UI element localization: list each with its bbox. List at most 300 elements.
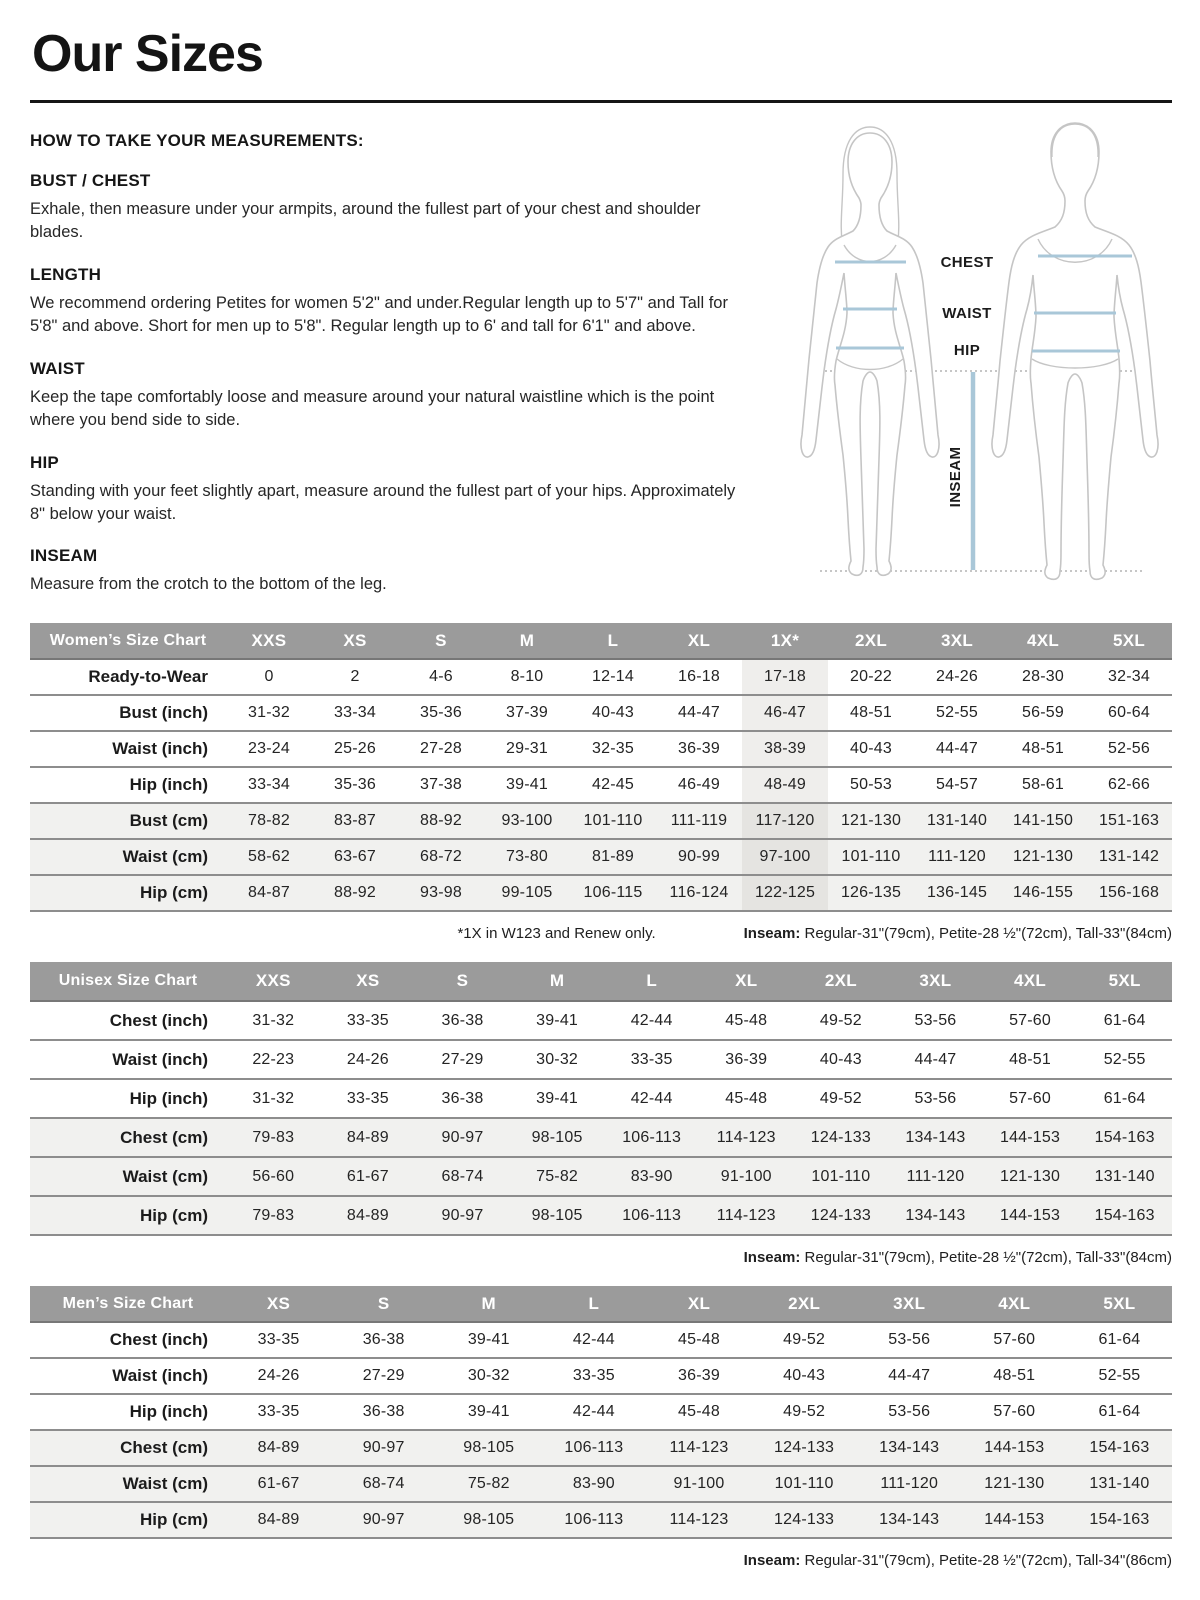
table-row	[30, 1466, 1172, 1502]
row-label: Waist (cm)	[122, 847, 208, 866]
size-cell: 90-97	[362, 1511, 405, 1528]
footnote-inseam-label: Inseam:	[743, 1249, 801, 1266]
row-label: Hip (cm)	[140, 883, 208, 902]
table-row	[30, 1079, 1172, 1118]
size-cell: 48-51	[1009, 1050, 1051, 1068]
size-cell: 84-89	[346, 1128, 389, 1146]
row-label: Waist (inch)	[112, 1049, 208, 1069]
table-footnotes	[30, 925, 1172, 942]
title-divider	[30, 100, 1172, 103]
row-label: Waist (inch)	[112, 1366, 208, 1385]
column-header: 2XL	[752, 1286, 857, 1322]
row-label: Waist (cm)	[122, 1474, 208, 1493]
size-cell: 101-110	[811, 1167, 871, 1185]
size-cell: 33-35	[630, 1050, 673, 1068]
size-cell: 36-39	[678, 1367, 720, 1384]
size-cell: 90-99	[678, 848, 720, 865]
row-label: Ready-to-Wear	[88, 667, 208, 686]
measurement-instructions	[30, 127, 754, 597]
size-cell: 131-140	[1094, 1167, 1155, 1185]
waist-label: WAIST	[942, 305, 992, 322]
footnote-asterisk: *1X in W123 and Renew only.	[457, 925, 656, 942]
size-cell: 101-110	[583, 812, 643, 829]
size-cell: 58-61	[1022, 776, 1064, 793]
size-cell: 61-67	[257, 1475, 300, 1492]
size-cell: 49-52	[819, 1089, 862, 1107]
size-cell: 2	[350, 668, 360, 685]
column-header: M	[436, 1286, 541, 1322]
size-cell: 33-35	[572, 1367, 615, 1384]
table-row	[30, 731, 1172, 767]
size-cell: 154-163	[1089, 1511, 1150, 1528]
size-cell: 124-133	[774, 1511, 835, 1528]
size-cell: 57-60	[1009, 1011, 1051, 1029]
size-cell: 35-36	[334, 776, 376, 793]
size-cell: 60-64	[1108, 704, 1150, 721]
column-header: 4XL	[1000, 623, 1086, 659]
size-cell: 57-60	[993, 1331, 1036, 1348]
size-cell: 75-82	[536, 1167, 579, 1185]
table-footnotes	[30, 1552, 1172, 1569]
size-cell: 23-24	[248, 740, 290, 757]
size-cell: 45-48	[725, 1011, 768, 1029]
size-cell: 42-44	[572, 1331, 615, 1348]
row-label: Bust (inch)	[119, 703, 208, 722]
men-size-chart	[30, 1286, 1172, 1569]
size-cell: 144-153	[999, 1206, 1061, 1224]
size-cell: 126-135	[840, 884, 902, 901]
row-label: Chest (cm)	[120, 1127, 208, 1147]
size-cell: 81-89	[592, 848, 634, 865]
unisex-size-chart	[30, 962, 1172, 1266]
size-cell: 56-60	[252, 1167, 295, 1185]
size-cell: 114-123	[716, 1206, 776, 1224]
table-row	[30, 1322, 1172, 1358]
size-cell: 40-43	[819, 1050, 862, 1068]
size-cell: 146-155	[1012, 884, 1074, 901]
female-figure-outline	[801, 127, 939, 575]
size-cell: 0	[264, 668, 274, 685]
column-header: M	[484, 623, 570, 659]
instruction-title: INSEAM	[30, 546, 98, 566]
size-cell: 39-41	[536, 1011, 579, 1029]
size-cell: 144-153	[999, 1128, 1061, 1146]
size-cell: 36-38	[441, 1011, 484, 1029]
size-cell: 30-32	[467, 1367, 510, 1384]
size-cell: 25-26	[334, 740, 376, 757]
size-cell: 52-55	[1103, 1050, 1146, 1068]
inseam-label: INSEAM	[947, 446, 964, 508]
size-charts	[30, 623, 1172, 1569]
column-header: 4XL	[983, 962, 1078, 1001]
size-cell: 154-163	[1094, 1128, 1155, 1146]
size-cell: 84-89	[257, 1439, 300, 1456]
header-row	[30, 1286, 1172, 1322]
table-row	[30, 839, 1172, 875]
size-cell: 106-113	[564, 1439, 624, 1456]
size-cell: 90-97	[441, 1206, 484, 1224]
instruction-section	[30, 171, 754, 245]
size-cell: 121-130	[984, 1475, 1045, 1492]
women-table	[30, 623, 1172, 912]
row-label: Hip (inch)	[129, 1402, 208, 1421]
size-cell: 32-34	[1108, 668, 1150, 685]
column-header: L	[541, 1286, 646, 1322]
footnote-inseam: Inseam: Regular-31"(79cm), Petite-28 ½"(72cm), Tall-34"(86cm)	[743, 1552, 1172, 1569]
column-header: 2XL	[794, 962, 889, 1001]
size-cell: 4-6	[429, 668, 453, 685]
size-cell: 44-47	[936, 740, 978, 757]
size-cell: 63-67	[334, 848, 376, 865]
size-cell: 12-14	[592, 668, 634, 685]
size-cell: 31-32	[252, 1089, 295, 1107]
size-cell: 106-113	[564, 1511, 624, 1528]
size-cell: 57-60	[1009, 1089, 1051, 1107]
footnote-inseam: Inseam: Regular-31"(79cm), Petite-28 ½"(72cm), Tall-33"(84cm)	[743, 925, 1172, 942]
size-cell: 44-47	[678, 704, 720, 721]
size-cell: 111-119	[670, 812, 728, 829]
size-cell: 53-56	[888, 1403, 931, 1420]
instruction-section	[30, 546, 754, 596]
instruction-body: Standing with your feet slightly apart, measure around the fullest part of your hips. Approximately 8" below your waist.	[30, 481, 736, 523]
size-cell: 91-100	[673, 1475, 725, 1492]
table-row	[30, 1394, 1172, 1430]
row-label: Waist (inch)	[112, 739, 208, 758]
size-cell: 124-133	[810, 1128, 871, 1146]
table-row	[30, 1157, 1172, 1196]
size-cell: 68-74	[441, 1167, 484, 1185]
size-cell: 73-80	[506, 848, 548, 865]
table-row	[30, 1001, 1172, 1040]
instruction-sections	[30, 171, 754, 597]
size-cell: 33-34	[334, 704, 376, 721]
size-cell: 98-105	[463, 1511, 515, 1528]
size-cell: 144-153	[984, 1439, 1045, 1456]
size-cell: 101-110	[774, 1475, 834, 1492]
size-cell: 111-120	[880, 1475, 939, 1492]
size-cell: 136-145	[926, 884, 988, 901]
size-cell: 24-26	[936, 668, 978, 685]
column-header: 5XL	[1077, 962, 1172, 1001]
size-cell: 61-64	[1103, 1089, 1146, 1107]
row-label: Chest (inch)	[109, 1330, 208, 1349]
table-row	[30, 803, 1172, 839]
size-cell: 154-163	[1094, 1206, 1155, 1224]
size-cell: 57-60	[993, 1403, 1036, 1420]
instruction-title: WAIST	[30, 358, 85, 378]
size-cell: 131-142	[1098, 848, 1160, 865]
size-cell: 79-83	[252, 1128, 295, 1146]
size-cell: 45-48	[678, 1403, 720, 1420]
instruction-title: LENGTH	[30, 264, 102, 284]
size-cell: 84-89	[257, 1511, 300, 1528]
column-header: M	[510, 962, 605, 1001]
size-cell: 48-49	[742, 767, 828, 803]
table-row	[30, 1358, 1172, 1394]
column-header: XL	[646, 1286, 751, 1322]
size-cell: 97-100	[742, 839, 828, 875]
size-cell: 16-18	[678, 668, 720, 685]
size-cell: 49-52	[783, 1331, 826, 1348]
footnote-inseam: Inseam: Regular-31"(79cm), Petite-28 ½"(72cm), Tall-33"(84cm)	[743, 1249, 1172, 1266]
size-cell: 49-52	[783, 1403, 826, 1420]
footnote-inseam-label: Inseam:	[743, 925, 801, 942]
header-row	[30, 962, 1172, 1001]
column-header: XS	[312, 623, 398, 659]
size-cell: 54-57	[936, 776, 978, 793]
instruction-body: Exhale, then measure under your armpits, around the fullest part of your chest and shoulder blades.	[30, 200, 701, 242]
size-cell: 90-97	[441, 1128, 484, 1146]
size-cell: 36-38	[362, 1331, 405, 1348]
size-cell: 27-28	[420, 740, 462, 757]
size-cell: 52-55	[1098, 1367, 1141, 1384]
size-cell: 45-48	[725, 1089, 768, 1107]
size-cell: 36-38	[441, 1089, 484, 1107]
size-cell: 46-49	[678, 776, 720, 793]
size-cell: 154-163	[1089, 1439, 1150, 1456]
size-cell: 33-34	[248, 776, 290, 793]
column-header: 3XL	[888, 962, 983, 1001]
instruction-section	[30, 265, 754, 339]
column-header: L	[604, 962, 699, 1001]
table-title: Unisex Size Chart	[30, 962, 226, 1001]
top-section	[30, 127, 1172, 601]
column-header: 2XL	[828, 623, 914, 659]
size-cell: 29-31	[506, 740, 548, 757]
size-cell: 61-64	[1098, 1331, 1141, 1348]
size-cell: 44-47	[914, 1050, 957, 1068]
size-cell: 61-64	[1103, 1011, 1146, 1029]
size-cell: 31-32	[252, 1011, 295, 1029]
column-header: S	[415, 962, 510, 1001]
size-cell: 98-105	[463, 1439, 515, 1456]
size-cell: 56-59	[1022, 704, 1064, 721]
table-row	[30, 1040, 1172, 1079]
size-cell: 98-105	[531, 1128, 583, 1146]
header-row	[30, 623, 1172, 659]
column-header: 4XL	[962, 1286, 1067, 1322]
size-cell: 53-56	[914, 1089, 957, 1107]
column-header: XXS	[226, 962, 321, 1001]
size-cell: 84-87	[248, 884, 290, 901]
size-cell: 44-47	[888, 1367, 931, 1384]
row-label: Hip (inch)	[129, 1088, 208, 1108]
size-cell: 106-115	[583, 884, 643, 901]
instruction-section	[30, 359, 754, 433]
table-row	[30, 1196, 1172, 1235]
table-row	[30, 695, 1172, 731]
size-cell: 114-123	[716, 1128, 776, 1146]
size-cell: 27-29	[441, 1050, 484, 1068]
size-cell: 50-53	[850, 776, 892, 793]
size-cell: 40-43	[850, 740, 892, 757]
size-cell: 99-105	[501, 884, 553, 901]
size-cell: 45-48	[678, 1331, 720, 1348]
size-cell: 106-113	[622, 1206, 682, 1224]
size-cell: 38-39	[742, 731, 828, 767]
size-cell: 131-140	[1089, 1475, 1150, 1492]
size-cell: 53-56	[914, 1011, 957, 1029]
size-cell: 46-47	[742, 695, 828, 731]
size-cell: 22-23	[252, 1050, 295, 1068]
column-header: L	[570, 623, 656, 659]
column-header: XL	[699, 962, 794, 1001]
size-cell: 48-51	[993, 1367, 1036, 1384]
size-cell: 134-143	[905, 1206, 966, 1224]
column-header: S	[398, 623, 484, 659]
size-cell: 83-87	[334, 812, 376, 829]
size-cell: 32-35	[592, 740, 634, 757]
size-cell: 83-90	[572, 1475, 615, 1492]
size-cell: 134-143	[905, 1128, 966, 1146]
row-label: Bust (cm)	[129, 811, 208, 830]
hip-label: HIP	[953, 342, 981, 359]
table-row	[30, 875, 1172, 911]
column-header: S	[331, 1286, 436, 1322]
size-cell: 111-120	[906, 1167, 965, 1185]
table-title: Women’s Size Chart	[30, 623, 226, 659]
size-cell: 151-163	[1098, 812, 1160, 829]
column-header: 3XL	[914, 623, 1000, 659]
size-cell: 68-72	[420, 848, 462, 865]
size-cell: 79-83	[252, 1206, 295, 1224]
size-cell: 124-133	[810, 1206, 871, 1224]
size-cell: 88-92	[334, 884, 376, 901]
size-cell: 134-143	[879, 1439, 940, 1456]
size-cell: 93-100	[501, 812, 553, 829]
size-cell: 61-64	[1098, 1403, 1141, 1420]
size-cell: 52-55	[936, 704, 978, 721]
body-measurement-illustration	[780, 119, 1172, 601]
size-cell: 40-43	[592, 704, 634, 721]
size-cell: 121-130	[1012, 848, 1074, 865]
size-cell: 141-150	[1012, 812, 1074, 829]
size-cell: 98-105	[531, 1206, 583, 1224]
instruction-body: Keep the tape comfortably loose and measure around your natural waistline which is the point where you bend side to side.	[30, 387, 715, 430]
column-header: XXS	[226, 623, 312, 659]
size-cell: 62-66	[1108, 776, 1150, 793]
column-header: XS	[226, 1286, 331, 1322]
size-cell: 134-143	[879, 1511, 940, 1528]
row-label: Chest (cm)	[120, 1438, 208, 1457]
size-cell: 24-26	[346, 1050, 389, 1068]
size-cell: 36-39	[678, 740, 720, 757]
footnote-inseam-label: Inseam:	[743, 1552, 801, 1569]
size-cell: 116-124	[669, 884, 729, 901]
instruction-section	[30, 453, 754, 527]
row-label: Hip (inch)	[129, 775, 208, 794]
size-cell: 42-44	[630, 1089, 673, 1107]
size-cell: 30-32	[536, 1050, 579, 1068]
instruction-body: We recommend ordering Petites for women 5'2" and under.Regular length up to 5'7" and Tall for 5'8" and above. Short for men up to 5'8". Regular length up to 6' and tall for 6'1" and above.	[30, 293, 728, 336]
size-cell: 39-41	[506, 776, 548, 793]
table-row	[30, 1502, 1172, 1538]
column-header: XL	[656, 623, 742, 659]
table-row	[30, 659, 1172, 695]
size-cell: 33-35	[257, 1331, 300, 1348]
size-cell: 33-35	[346, 1011, 389, 1029]
table-row	[30, 1118, 1172, 1157]
instruction-title: HIP	[30, 452, 59, 472]
size-cell: 17-18	[742, 659, 828, 695]
table-title: Men’s Size Chart	[30, 1286, 226, 1322]
row-label: Waist (cm)	[122, 1166, 208, 1186]
size-cell: 40-43	[783, 1367, 826, 1384]
size-cell: 39-41	[467, 1331, 510, 1348]
size-cell: 20-22	[850, 668, 892, 685]
men-table	[30, 1286, 1172, 1539]
column-header: 1X*	[742, 623, 828, 659]
instructions-heading: HOW TO TAKE YOUR MEASUREMENTS:	[30, 131, 364, 150]
size-cell: 91-100	[720, 1167, 772, 1185]
size-cell: 33-35	[346, 1089, 389, 1107]
size-cell: 33-35	[257, 1403, 300, 1420]
table-footnotes	[30, 1249, 1172, 1266]
instruction-body: Measure from the crotch to the bottom of the leg.	[30, 575, 387, 594]
column-header: 5XL	[1086, 623, 1172, 659]
size-cell: 36-39	[725, 1050, 768, 1068]
size-cell: 42-44	[572, 1403, 615, 1420]
size-cell: 31-32	[248, 704, 290, 721]
table-row	[30, 1430, 1172, 1466]
row-label: Chest (inch)	[109, 1010, 208, 1030]
size-cell: 124-133	[774, 1439, 835, 1456]
size-cell: 39-41	[467, 1403, 510, 1420]
size-cell: 122-125	[742, 875, 828, 911]
size-cell: 8-10	[510, 668, 544, 685]
size-cell: 42-44	[630, 1011, 673, 1029]
size-cell: 61-67	[346, 1167, 389, 1185]
size-cell: 48-51	[1022, 740, 1064, 757]
column-header: 5XL	[1067, 1286, 1172, 1322]
size-cell: 75-82	[467, 1475, 510, 1492]
size-cell: 53-56	[888, 1331, 931, 1348]
chest-label: CHEST	[940, 254, 994, 271]
size-cell: 49-52	[819, 1011, 862, 1029]
size-cell: 114-123	[669, 1439, 729, 1456]
size-cell: 114-123	[669, 1511, 729, 1528]
size-cell: 37-38	[420, 776, 462, 793]
column-header: XS	[321, 962, 416, 1001]
size-cell: 35-36	[420, 704, 462, 721]
size-cell: 121-130	[999, 1167, 1061, 1185]
size-cell: 88-92	[420, 812, 462, 829]
size-cell: 42-45	[592, 776, 634, 793]
size-cell: 28-30	[1022, 668, 1064, 685]
size-cell: 24-26	[257, 1367, 300, 1384]
size-cell: 106-113	[622, 1128, 682, 1146]
size-cell: 111-120	[928, 848, 986, 865]
size-cell: 48-51	[850, 704, 892, 721]
size-cell: 52-56	[1108, 740, 1150, 757]
size-cell: 68-74	[362, 1475, 405, 1492]
table-row	[30, 767, 1172, 803]
size-cell: 121-130	[840, 812, 902, 829]
unisex-table	[30, 962, 1172, 1236]
size-cell: 36-38	[362, 1403, 405, 1420]
size-cell: 101-110	[841, 848, 901, 865]
size-cell: 27-29	[362, 1367, 405, 1384]
size-cell: 117-120	[742, 803, 828, 839]
size-cell: 156-168	[1098, 884, 1160, 901]
row-label: Hip (cm)	[140, 1205, 208, 1225]
size-cell: 58-62	[248, 848, 290, 865]
size-cell: 131-140	[926, 812, 988, 829]
size-cell: 37-39	[506, 704, 548, 721]
size-diagram	[780, 119, 1172, 601]
size-cell: 83-90	[630, 1167, 673, 1185]
size-cell: 90-97	[362, 1439, 405, 1456]
